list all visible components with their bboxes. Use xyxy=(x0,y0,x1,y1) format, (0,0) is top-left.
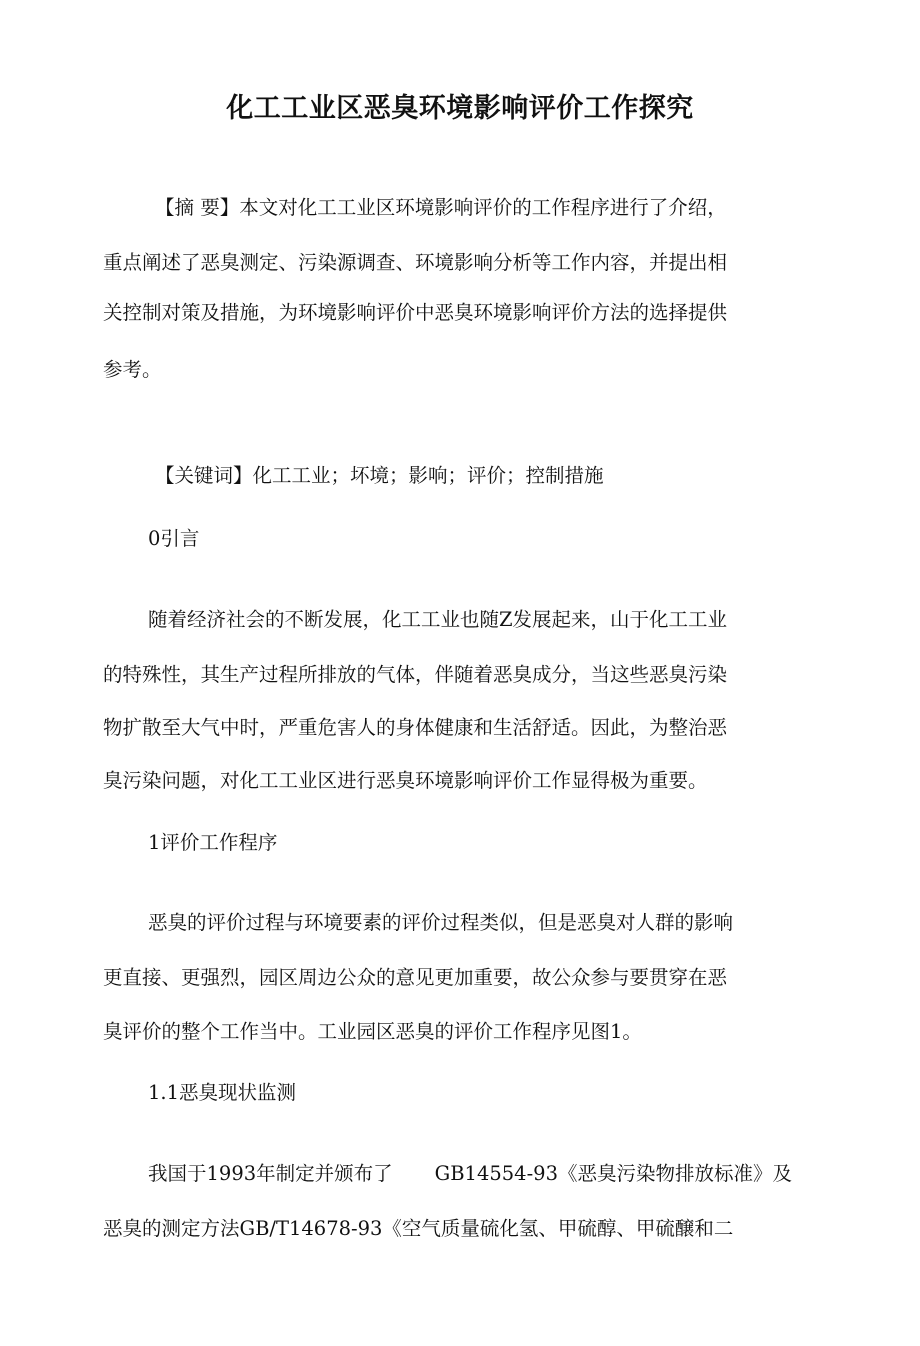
abstract-line: 关控制对策及措施，为环境影响评价中恶臭环境影响评价方法的选择提供 xyxy=(103,301,728,324)
monitoring-line xyxy=(148,1159,868,1189)
document-title: 化工工业区恶臭环境影响评价工作探究 xyxy=(226,93,694,124)
intro-line: 臭污染问题，对化工工业区进行恶臭环境影响评价工作显得极为重要。 xyxy=(103,769,708,792)
monitoring-line-part: GB14554-93《恶臭污染物排放标准》及 xyxy=(434,1162,792,1185)
abstract-line: 参考。 xyxy=(103,358,162,381)
monitoring-line-part: 我国于1993年制定并颁布了 xyxy=(148,1162,393,1185)
intro-line: 的特殊性，其生产过程所排放的气体，伴随着恶臭成分，当这些恶臭污染 xyxy=(103,663,728,686)
intro-line: 物扩散至大气中时，严重危害人的身体健康和生活舒适。因此，为整治恶 xyxy=(103,716,728,739)
monitoring-line: 恶臭的测定方法GB/T14678-93《空气质量硫化氢、甲硫醇、甲硫醸和二 xyxy=(103,1217,734,1240)
abstract-line: 【摘 要】本文对化工工业区环境影响评价的工作程序进行了介绍， xyxy=(155,196,727,219)
section-heading-intro: 0引言 xyxy=(148,527,200,550)
intro-line: 随着经济社会的不断发展，化工工业也随Z发展起来，山于化工工业 xyxy=(148,608,728,631)
section-heading-monitoring: 1.1恶臭现状监测 xyxy=(148,1081,297,1104)
procedure-line: 臭评价的整个工作当中。工业园区恶臭的评价工作程序见图1。 xyxy=(103,1020,642,1043)
procedure-line: 更直接、更强烈，园区周边公众的意见更加重要，故公众参与要贯穿在恶 xyxy=(103,966,728,989)
keywords-line: 【关键词】化工工业；坏境；影响；评价；控制措施 xyxy=(155,464,604,487)
procedure-line: 恶臭的评价过程与环境要素的评价过程类似，但是恶臭对人群的影响 xyxy=(148,911,734,934)
abstract-line: 重点阐述了恶臭测定、污染源调查、环境影响分析等工作内容，并提出相 xyxy=(103,251,728,274)
section-heading-procedure: 1评价工作程序 xyxy=(148,831,278,854)
